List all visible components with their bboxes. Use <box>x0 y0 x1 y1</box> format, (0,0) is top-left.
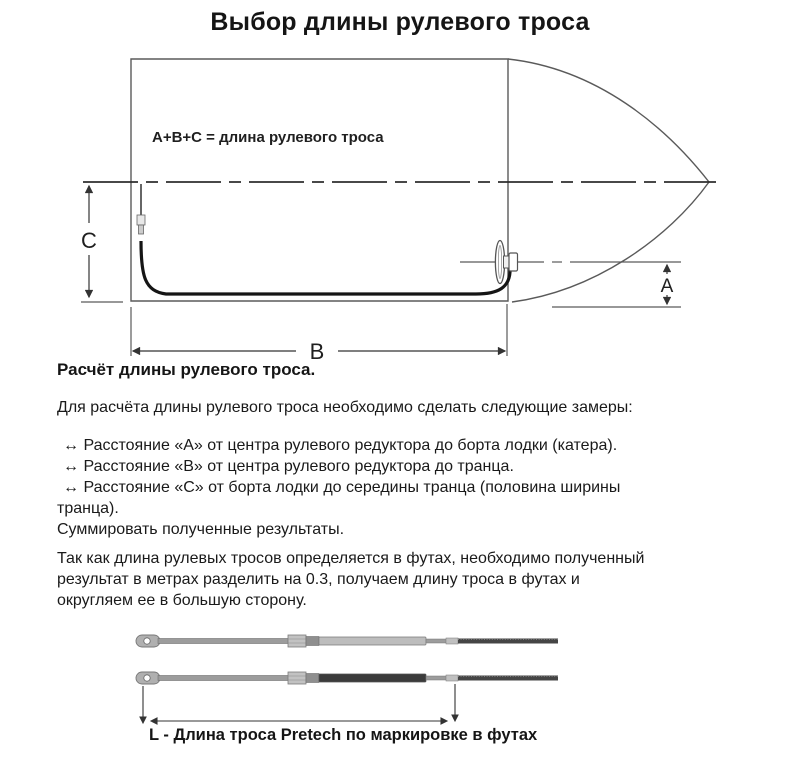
cable-shaft <box>158 639 290 644</box>
dim-a-label: A <box>660 276 674 297</box>
dim-b-label: B <box>309 339 325 360</box>
boat-bow-curves <box>508 59 709 302</box>
cable-fitting-nut <box>137 215 145 225</box>
helm-bezel <box>509 253 518 271</box>
cable-connector-collar <box>446 675 458 681</box>
cable-hex-nut <box>288 672 306 684</box>
measurement-line: ↔ Расстояние «С» от борта лодки до середины транца (половина ширины <box>63 478 621 496</box>
measurements-list <box>57 436 620 541</box>
steering-cable-bottom <box>136 672 558 684</box>
cable-sleeve <box>319 637 426 645</box>
cable-run <box>141 241 510 294</box>
conversion-note <box>57 549 644 612</box>
conversion-line: результат в метрах разделить на 0.3, получаем длину троса в футах и <box>57 570 580 588</box>
cable-figure <box>0 620 800 740</box>
boat-cockpit-rect <box>131 59 508 301</box>
section-heading: Расчёт длины рулевого троса. <box>57 360 316 379</box>
steering-wheel-icon <box>460 241 562 284</box>
measurement-line: ↔ Расстояние «А» от центра рулевого редуктора до борта лодки (катера). <box>63 437 618 454</box>
dimension-l <box>143 684 455 723</box>
boat-hull <box>131 59 709 302</box>
cable-fitting-collar <box>139 225 144 234</box>
intro-text: Для расчёта длины рулевого троса необходимо сделать следующие замеры: <box>57 399 633 416</box>
cable-connector-collar <box>446 638 458 644</box>
boat-diagram <box>0 45 800 360</box>
cable-connector <box>426 639 448 643</box>
cable-length-caption: L - Длина троса Pretech по маркировке в футах <box>149 726 538 744</box>
dimension-b <box>131 304 507 360</box>
cable-shaft <box>158 676 290 681</box>
steering-cable <box>137 184 510 294</box>
cable-hex-nut <box>288 635 306 647</box>
conversion-line: округляем ее в большую сторону. <box>57 591 307 609</box>
formula-label: A+B+C = длина рулевого троса <box>152 129 384 146</box>
dimension-c <box>81 186 123 302</box>
dimension-a <box>552 262 681 307</box>
steering-cable-top <box>136 635 558 647</box>
conversion-line: Так как длина рулевых тросов определяется в футах, необходимо полученный <box>57 550 645 567</box>
wheel-hub <box>504 256 510 268</box>
measurement-line-wrap: транца). <box>57 499 119 517</box>
cable-collar <box>306 637 319 646</box>
cable-connector <box>426 676 448 680</box>
cable-eyelet-hole <box>144 675 150 681</box>
cable-eyelet-hole <box>144 638 150 644</box>
measurement-line: ↔ Расстояние «В» от центра рулевого редуктора до транца. <box>63 457 514 475</box>
cable-sleeve <box>319 674 426 682</box>
page-title: Выбор длины рулевого троса <box>210 8 590 36</box>
dim-c-label: C <box>81 228 97 253</box>
cable-collar <box>306 674 319 683</box>
sum-note: Суммировать полученные результаты. <box>57 520 345 538</box>
